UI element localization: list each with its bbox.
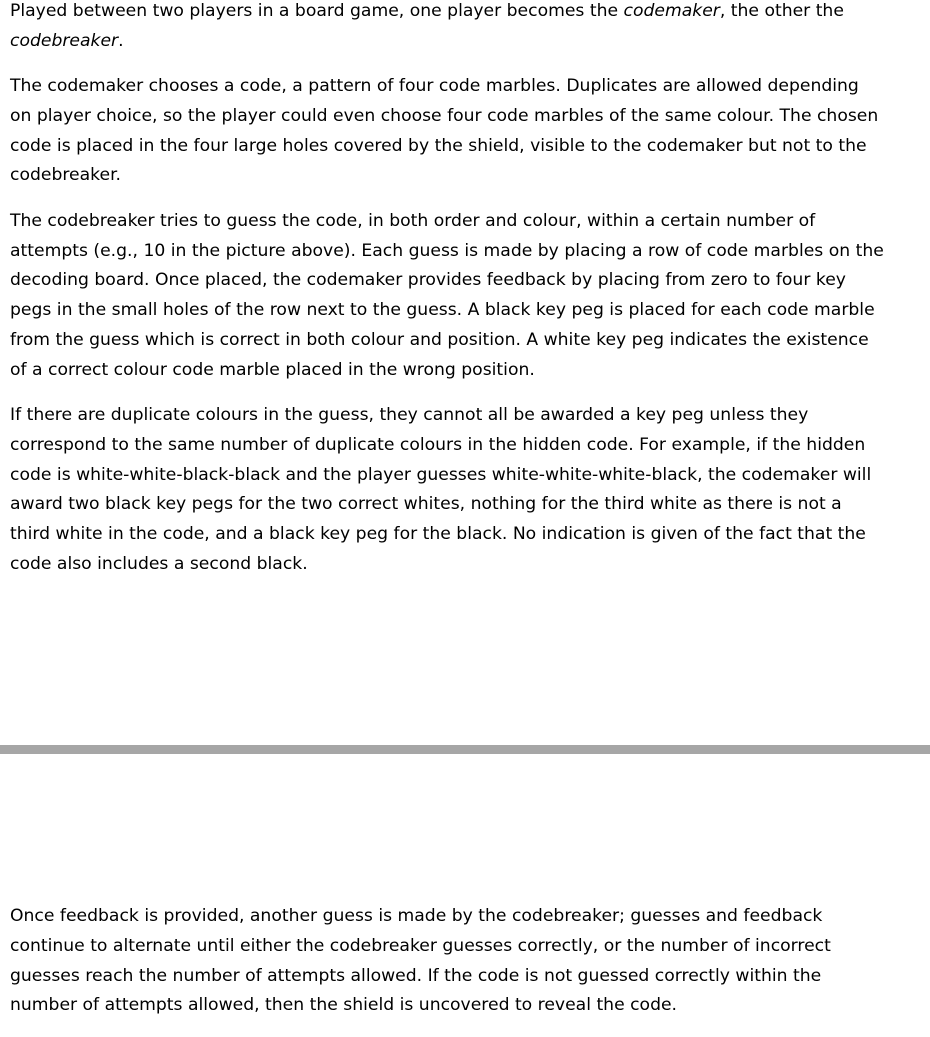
intro-text-part: , the other the (719, 1, 844, 21)
codemaker-term: codemaker (623, 1, 720, 21)
feedback-paragraph: Once feedback is provided, another guess is made by the codebreaker; guesses and feedback continue to alternate until either the codebreaker guesses correctly, or the number of incorrect guesses reach the number of attempts allowed. If the code is not guessed correctly within the number of attempts allowed, then the shield is uncovered to reveal the code. (10, 906, 831, 1016)
intro-text-part: . (118, 30, 124, 51)
duplicates-paragraph: If there are duplicate colours in the guess, they cannot all be awarded a key peg unless they correspond to the same number of duplicate colours in the hidden code. For example, if the hidden code is white-white-black-black and the player guesses white-white-white-black, the codemaker will award two black key pegs for the two correct whites, nothing for the third white as there is not a third white in the code, and a black key peg for the black. No indication is given of the fact that the code also includes a second black. (10, 405, 872, 575)
document-page-top (10, 0, 930, 595)
code-choice-paragraph: The codemaker chooses a code, a pattern of four code marbles. Duplicates are allowed depending on player choice, so the player could even choose four code marbles of the same colour. The chosen code is placed in the four large holes covered by the shield, visible to the codemaker but not to the codebreaker. (10, 76, 879, 186)
guessing-paragraph: The codebreaker tries to guess the code, in both order and colour, within a certain number of attempts (e.g., 10 in the picture above). Each guess is made by placing a row of code marbles on the decoding board. Once placed, the codemaker provides feedback by placing from zero to four key pegs in the small holes of the row next to the guess. A black key peg is placed for each code marble from the guess which is correct in both colour and position. A white key peg indicates the existence of a correct colour code marble placed in the wrong position. (10, 210, 884, 380)
page-break-divider (0, 745, 930, 754)
intro-paragraph (10, 0, 930, 57)
codebreaker-term: codebreaker (10, 30, 119, 51)
document-page-bottom (10, 902, 930, 1037)
intro-text-part: Played between two players in a board game, one player becomes the (10, 1, 624, 21)
